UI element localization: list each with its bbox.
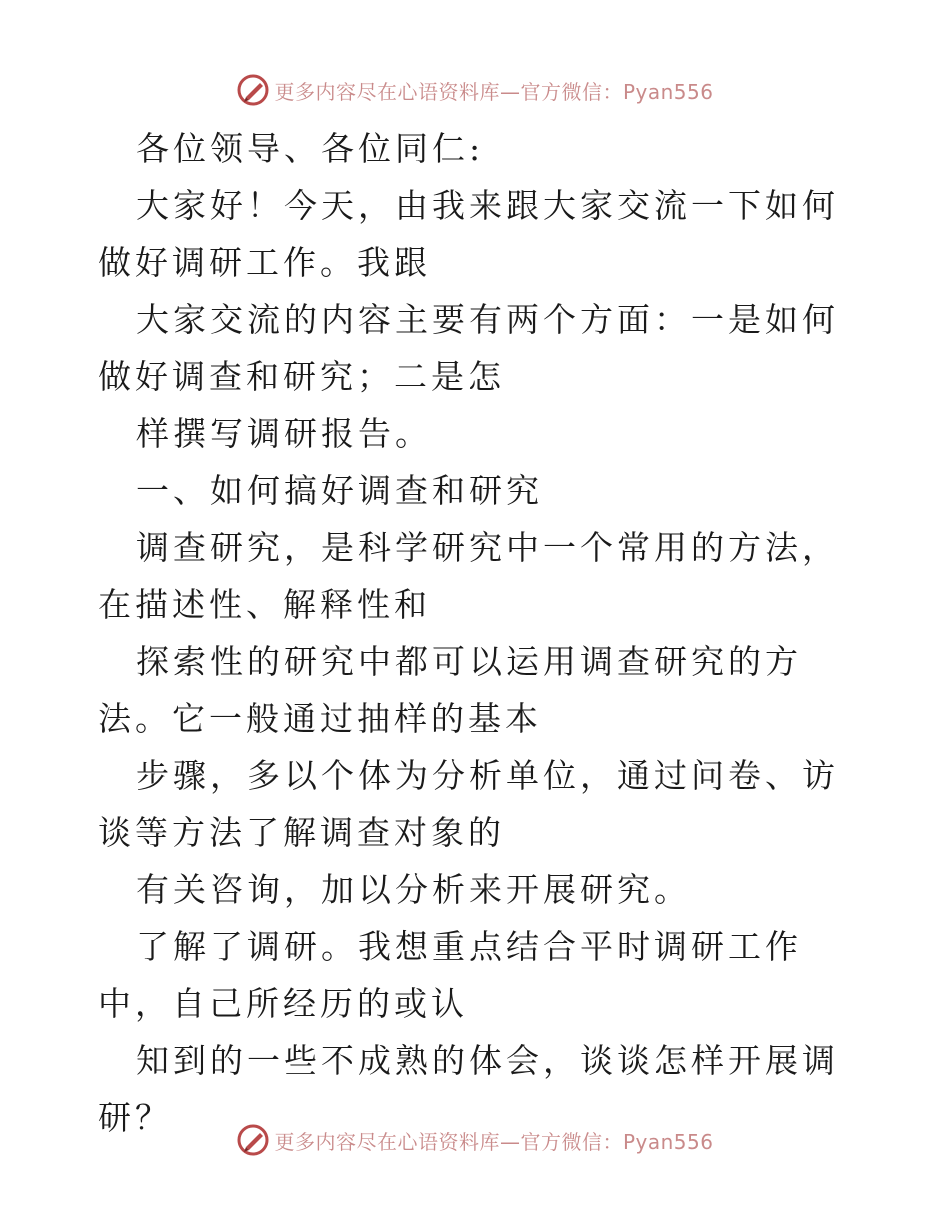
paragraph: 了解了调研。我想重点结合平时调研工作中，自己所经历的或认 [98, 927, 802, 1023]
paragraph: 大家好！今天，由我来跟大家交流一下如何做好调研工作。我跟 [98, 186, 839, 282]
paragraph: 调查研究，是科学研究中一个常用的方法，在描述性、解释性和 [98, 528, 839, 624]
paragraph: 样撰写调研报告。 [136, 414, 432, 453]
paragraph: 步骤，多以个体为分析单位，通过问卷、访谈等方法了解调查对象的 [98, 756, 839, 852]
pen-logo-icon [236, 73, 270, 107]
section-heading: 一、如何搞好调查和研究 [136, 471, 543, 510]
pen-logo-icon [236, 1123, 270, 1157]
paragraph: 有关咨询，加以分析来开展研究。 [136, 870, 691, 909]
header-watermark-text: 更多内容尽在心语资料库—官方微信：Pyan556 [274, 79, 714, 104]
footer-watermark-text: 更多内容尽在心语资料库—官方微信：Pyan556 [274, 1129, 714, 1154]
paragraph: 知到的一些不成熟的体会，谈谈怎样开展调研？ [98, 1041, 839, 1137]
paragraph: 探索性的研究中都可以运用调查研究的方法。它一般通过抽样的基本 [98, 642, 802, 738]
paragraph: 大家交流的内容主要有两个方面：一是如何做好调查和研究；二是怎 [98, 300, 839, 396]
footer-watermark [0, 1120, 950, 1160]
paragraph: 各位领导、各位同仁: [136, 129, 485, 168]
document-body [98, 120, 850, 1146]
header-watermark [0, 70, 950, 110]
